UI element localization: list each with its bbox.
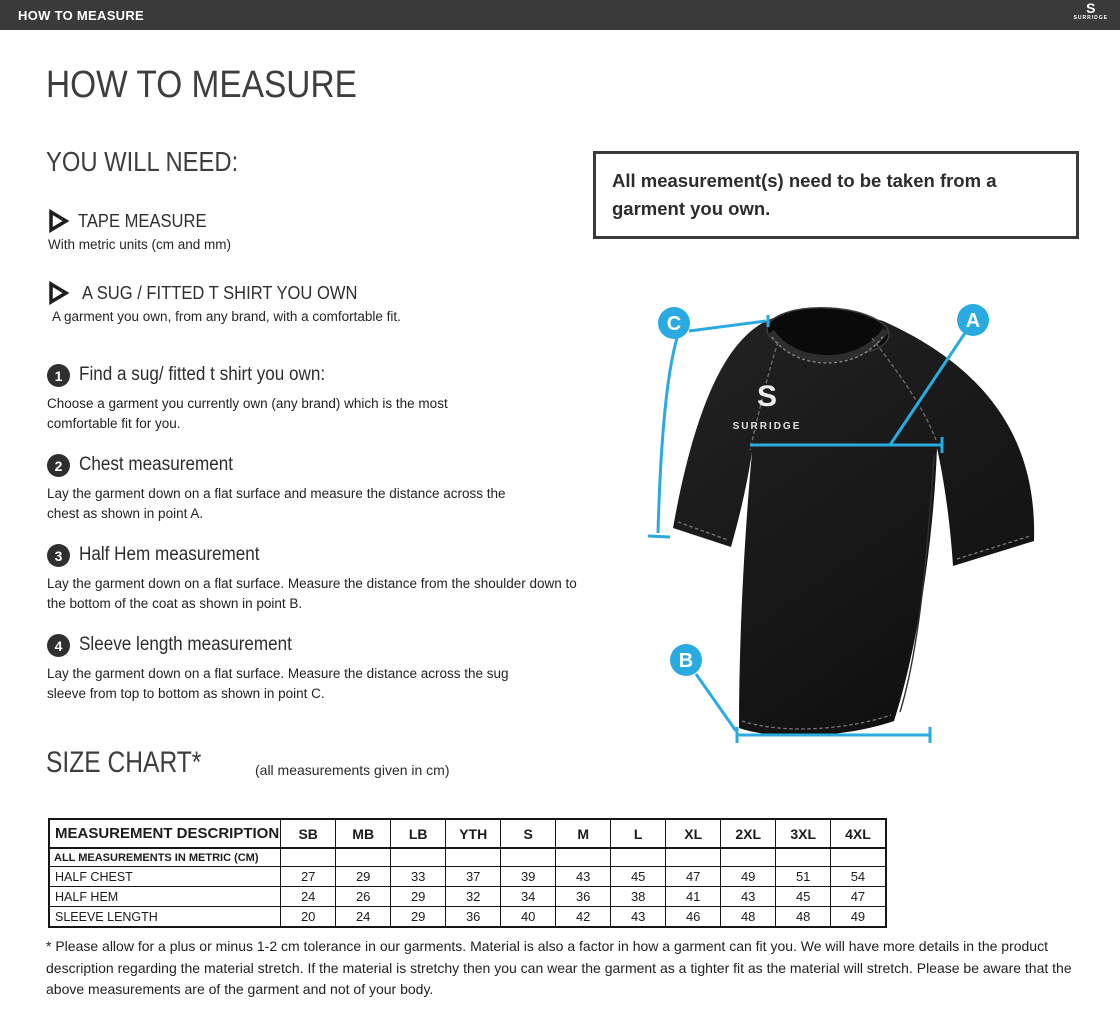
cell: 29 — [336, 867, 391, 887]
col-header-s: S — [501, 819, 556, 848]
metric-note-label: ALL MEASUREMENTS IN METRIC (CM) — [49, 848, 281, 867]
cell: 47 — [666, 867, 721, 887]
row-label: HALF CHEST — [49, 867, 281, 887]
table-row-sleeve-length — [49, 907, 886, 928]
need-item-tape-measure: TAPE MEASURE — [78, 211, 207, 231]
cell: 36 — [556, 887, 611, 907]
step-3-title: Half Hem measurement — [79, 544, 260, 565]
size-chart-table — [48, 818, 887, 928]
triangle-bullet-icon — [48, 209, 70, 233]
step-3-badge: 3 — [47, 544, 70, 567]
size-chart-heading: SIZE CHART* — [46, 746, 202, 779]
marker-a-label: A — [965, 310, 981, 332]
top-bar — [0, 0, 1120, 30]
need-item-tape-measure-sub: With metric units (cm and mm) — [48, 237, 232, 252]
surridge-wordmark: SURRIDGE — [1073, 14, 1108, 21]
cell: 24 — [281, 887, 336, 907]
surridge-logo — [1074, 2, 1108, 21]
tshirt-shape — [673, 305, 1034, 736]
col-header-mb: MB — [336, 819, 391, 848]
step-2-badge: 2 — [47, 454, 70, 477]
cell: 45 — [611, 867, 666, 887]
col-header-xl: XL — [666, 819, 721, 848]
step-3-body: Lay the garment down on a flat surface. Measure the distance from the shoulder down to the bottom of the coat as shown in point B. — [47, 576, 577, 611]
cell: 39 — [501, 867, 556, 887]
step-4-body: Lay the garment down on a flat surface. Measure the distance across the sug sleeve from top to bottom as shown in point C. — [47, 666, 509, 701]
shirt-logo-s-icon: S — [756, 380, 778, 413]
step-2-body: Lay the garment down on a flat surface and measure the distance across the chest as shown in point A. — [47, 486, 506, 521]
shirt-logo-wordmark: SURRIDGE — [732, 421, 802, 432]
cell: 49 — [831, 907, 886, 928]
metric-note-row — [49, 848, 886, 867]
size-chart-note: (all measurements given in cm) — [255, 762, 450, 778]
need-item-fitted-shirt-sub: A garment you own, from any brand, with a comfortable fit. — [52, 309, 401, 324]
cell: 34 — [501, 887, 556, 907]
col-header-3xl: 3XL — [776, 819, 831, 848]
col-header-2xl: 2XL — [721, 819, 776, 848]
col-header-sb: SB — [281, 819, 336, 848]
row-label: HALF HEM — [49, 887, 281, 907]
cell: 45 — [776, 887, 831, 907]
triangle-bullet-icon — [48, 281, 70, 305]
cell: 51 — [776, 867, 831, 887]
cell: 47 — [831, 887, 886, 907]
surridge-s-icon: S — [1086, 0, 1096, 16]
cell: 26 — [336, 887, 391, 907]
you-will-need-heading: YOU WILL NEED: — [46, 146, 239, 177]
cell: 27 — [281, 867, 336, 887]
table-header-row — [49, 819, 886, 848]
measure-line-c-sleeve — [658, 338, 677, 533]
cell: 43 — [611, 907, 666, 928]
table-row-half-hem — [49, 887, 886, 907]
table-row-half-chest — [49, 867, 886, 887]
row-label: SLEEVE LENGTH — [49, 907, 281, 928]
cell: 54 — [831, 867, 886, 887]
cell: 20 — [281, 907, 336, 928]
cell: 33 — [391, 867, 446, 887]
cell: 29 — [391, 907, 446, 928]
cell: 48 — [776, 907, 831, 928]
cell: 37 — [446, 867, 501, 887]
col-header-m: M — [556, 819, 611, 848]
cell: 43 — [721, 887, 776, 907]
cell: 41 — [666, 887, 721, 907]
notice-box: All measurement(s) need to be taken from a garment you own. — [593, 151, 1079, 239]
cell: 36 — [446, 907, 501, 928]
tolerance-footnote: * Please allow for a plus or minus 1-2 cm tolerance in our garments. Material is also a factor in how a garment can fit you. We will have more details in the product description regarding the material stretch. If the material is stretchy then you can wear the garment as a tighter fit as the material will stretch. Please be aware that the above measurements are of the garment and not of your body. — [46, 938, 1072, 998]
cell: 38 — [611, 887, 666, 907]
cell: 43 — [556, 867, 611, 887]
col-header-lb: LB — [391, 819, 446, 848]
cell: 24 — [336, 907, 391, 928]
cell: 42 — [556, 907, 611, 928]
cell: 29 — [391, 887, 446, 907]
step-1-title: Find a sug/ fitted t shirt you own: — [79, 364, 326, 385]
cell: 32 — [446, 887, 501, 907]
cell: 49 — [721, 867, 776, 887]
cell: 48 — [721, 907, 776, 928]
col-header-yth: YTH — [446, 819, 501, 848]
step-1-badge: 1 — [47, 364, 70, 387]
page-title: HOW TO MEASURE — [46, 64, 357, 106]
tshirt-measurement-diagram — [600, 280, 1120, 780]
top-bar-title: HOW TO MEASURE — [18, 7, 145, 23]
cell: 40 — [501, 907, 556, 928]
col-header-description: MEASUREMENT DESCRIPTION — [49, 819, 281, 848]
measure-line-b-diagonal — [696, 674, 736, 731]
marker-c-label: C — [666, 313, 682, 335]
step-1-body: Choose a garment you currently own (any brand) which is the most comfortable fit for you. — [47, 396, 448, 431]
cell: 46 — [666, 907, 721, 928]
step-4-badge: 4 — [47, 634, 70, 657]
col-header-4xl: 4XL — [831, 819, 886, 848]
step-4-title: Sleeve length measurement — [79, 634, 292, 655]
need-item-fitted-shirt: A SUG / FITTED T SHIRT YOU OWN — [82, 283, 358, 303]
marker-b-label: B — [678, 650, 694, 672]
col-header-l: L — [611, 819, 666, 848]
step-2-title: Chest measurement — [79, 454, 233, 475]
